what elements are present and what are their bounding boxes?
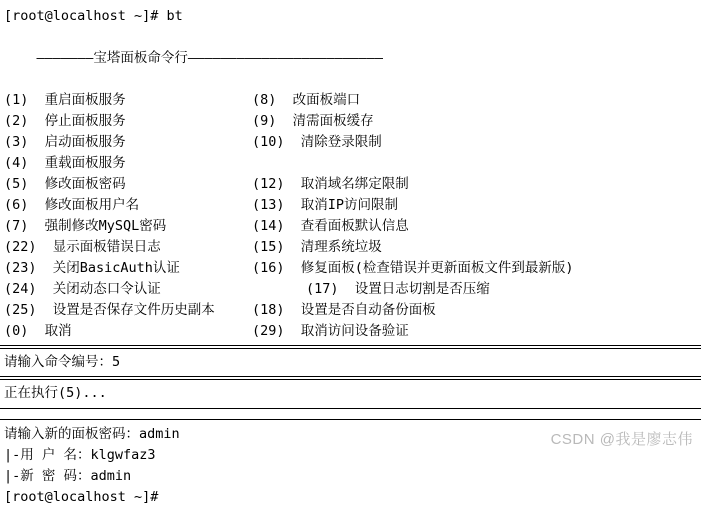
menu-item-label[interactable]: (4) 重载面板服务 <box>4 155 126 171</box>
menu-item-label[interactable]: (3) 启动面板服务 <box>4 134 126 150</box>
executing-status: 正在执行(5)... <box>4 385 107 401</box>
banner-title-row <box>0 27 701 90</box>
banner-dash-left: ——————— <box>36 50 94 66</box>
menu-item-label[interactable]: (0) 取消 <box>4 323 72 339</box>
menu-row[interactable] <box>4 195 701 216</box>
menu-item-label[interactable]: (13) 取消IP访问限制 <box>252 197 399 213</box>
menu-row[interactable] <box>4 258 701 279</box>
menu-item-label[interactable]: (29) 取消访问设备验证 <box>252 323 409 339</box>
command-input-prompt[interactable]: 请输入命令编号：5 <box>4 354 121 370</box>
menu-item-label[interactable]: (9) 清需面板缓存 <box>252 113 374 129</box>
divider <box>0 408 701 409</box>
menu-item-label[interactable]: (18) 设置是否自动备份面板 <box>252 302 436 318</box>
menu-row[interactable] <box>4 300 701 321</box>
menu-item-label[interactable]: (17) 设置日志切割是否压缩 <box>306 281 490 297</box>
menu-item-label[interactable]: (25) 设置是否保存文件历史副本 <box>4 302 215 318</box>
menu-item-label[interactable]: (2) 停止面板服务 <box>4 113 126 129</box>
menu-item-label[interactable]: (1) 重启面板服务 <box>4 92 126 108</box>
terminal-prompt-line-last <box>0 487 701 508</box>
menu-item-label[interactable]: (15) 清理系统垃圾 <box>252 239 382 255</box>
menu-row[interactable] <box>4 111 701 132</box>
terminal-prompt-line: [root@localhost ~]# bt <box>4 8 183 24</box>
divider <box>0 376 701 380</box>
password-result: |-新 密 码：admin <box>4 468 132 484</box>
banner-title: 宝塔面板命令行 <box>93 50 188 66</box>
menu-item-label[interactable]: (24) 关闭动态口令认证 <box>4 281 161 297</box>
menu-item-label[interactable]: (8) 改面板端口 <box>252 92 361 108</box>
menu-item-label[interactable]: (14) 查看面板默认信息 <box>252 218 409 234</box>
menu-item-label[interactable]: (6) 修改面板用户名 <box>4 197 140 213</box>
command-menu <box>0 90 701 342</box>
watermark: CSDN @我是廖志伟 <box>550 431 693 448</box>
new-password-prompt[interactable]: 请输入新的面板密码：admin <box>4 426 180 442</box>
menu-item-label[interactable]: (12) 取消域名绑定限制 <box>252 176 409 192</box>
menu-item-label[interactable]: (23) 关闭BasicAuth认证 <box>4 260 180 276</box>
menu-item-label[interactable]: (7) 强制修改MySQL密码 <box>4 218 167 234</box>
prompt-text: [root@localhost ~]# <box>4 489 159 505</box>
menu-item-label[interactable]: (10) 清除登录限制 <box>252 134 382 150</box>
divider <box>0 345 701 349</box>
menu-row[interactable] <box>4 132 701 153</box>
banner-dash-right: ———————————————————————— <box>187 50 383 66</box>
menu-row[interactable] <box>4 90 701 111</box>
menu-row[interactable] <box>4 321 701 342</box>
menu-item-label[interactable]: (16) 修复面板(检查错误并更新面板文件到最新版) <box>252 260 574 276</box>
menu-row[interactable] <box>4 279 701 300</box>
menu-row[interactable] <box>4 153 701 174</box>
divider <box>0 419 701 420</box>
username-result: |-用 户 名：klgwfaz3 <box>4 447 156 463</box>
menu-row[interactable] <box>4 216 701 237</box>
menu-item-label[interactable]: (5) 修改面板密码 <box>4 176 126 192</box>
menu-item-label[interactable]: (22) 显示面板错误日志 <box>4 239 161 255</box>
menu-row[interactable] <box>4 237 701 258</box>
menu-row[interactable] <box>4 174 701 195</box>
